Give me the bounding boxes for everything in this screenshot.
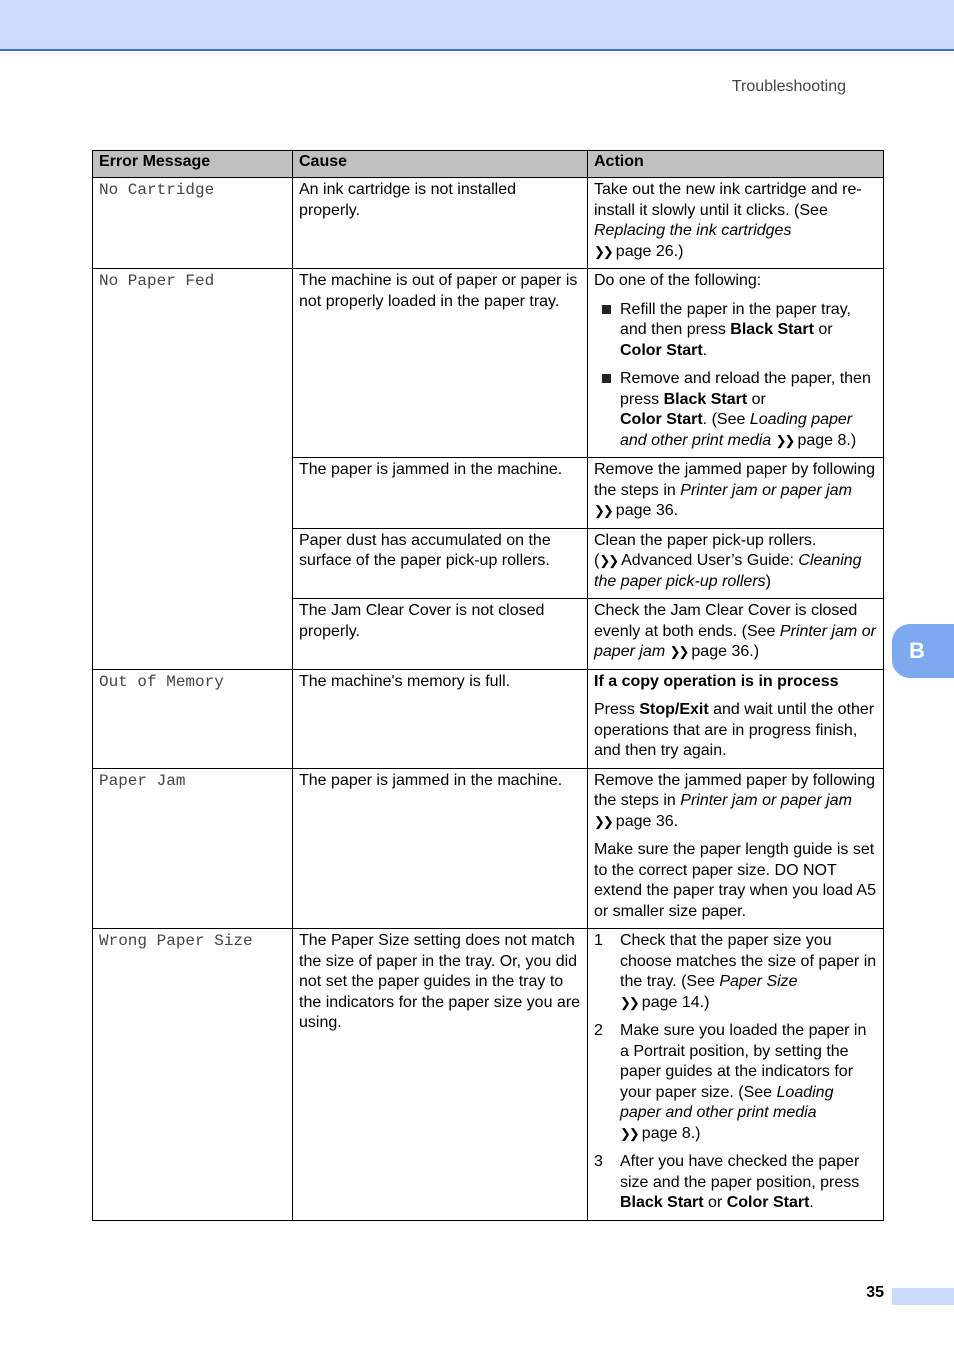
cross-reference-link[interactable]: Loading paper and other print media — [620, 411, 853, 449]
table-row — [93, 768, 884, 929]
page-ref-arrow-icon: ❯❯ — [594, 243, 612, 259]
step-text: Make sure you loaded the paper in a Portrait position, by setting the paper guides at the indicators for your paper size. (See — [620, 1022, 867, 1101]
numbered-step — [594, 1021, 877, 1144]
step-text: Check that the paper size you choose matches the size of paper in the tray. (See — [620, 932, 877, 990]
page-ref-arrow-icon: ❯❯ — [775, 432, 794, 448]
header-action: Action — [588, 151, 884, 178]
action-paragraph: Make sure the paper length guide is set to the correct paper size. DO NOT extend the paper tray when you load A5 or smaller size paper. — [594, 841, 876, 920]
bullet-square-icon — [602, 374, 611, 383]
cross-reference-link[interactable]: Replacing the ink cartridges — [594, 222, 792, 239]
page-ref: page 36. — [615, 812, 679, 830]
table-header-row — [93, 151, 884, 178]
bullet-item — [594, 300, 877, 362]
bullet-text: . — [702, 341, 708, 359]
header-error-message: Error Message — [93, 151, 293, 178]
cause-cell: The paper is jammed in the machine. — [293, 768, 588, 929]
key-name: Color Start — [726, 1194, 810, 1211]
cause-cell: Paper dust has accumulated on the surface of the paper pick-up rollers. — [293, 528, 588, 599]
cross-reference-link[interactable]: Paper Size — [719, 973, 798, 990]
cause-cell: The machine's memory is full. — [293, 669, 588, 768]
cause-cell: The Paper Size setting does not match the size of paper in the tray. Or, you did not set the paper guides in the tray to the indicators for the paper size you are using. — [293, 929, 588, 1221]
page-ref: page 26.) — [615, 242, 684, 260]
error-code: Wrong Paper Size — [93, 929, 293, 1221]
action-text: Press — [594, 701, 640, 718]
error-code: No Paper Fed — [93, 269, 293, 670]
action-cell — [588, 669, 884, 768]
table-row — [93, 178, 884, 269]
bullet-text: Remove and reload the paper, then press — [620, 370, 871, 408]
key-name: Stop/Exit — [639, 701, 709, 718]
table-row — [93, 669, 884, 768]
cross-reference-link[interactable]: Cleaning the paper pick-up rollers — [594, 552, 862, 590]
page-ref-arrow-icon: ❯❯ — [594, 503, 612, 518]
cause-cell: The Jam Clear Cover is not closed properly. — [293, 599, 588, 670]
cross-reference-link[interactable]: Printer jam or paper jam — [594, 622, 876, 660]
key-name: Color Start — [620, 341, 703, 359]
page-number: 35 — [866, 1284, 884, 1301]
page-ref: page 8.) — [641, 1124, 701, 1142]
action-text: Remove the jammed paper by following the steps in — [594, 771, 876, 809]
cause-cell: The machine is out of paper or paper is not properly loaded in the paper tray. — [293, 269, 588, 458]
action-text: Take out the new ink cartridge and re-install it slowly until it clicks. (See — [594, 181, 862, 219]
action-text: Advanced User’s Guide: — [621, 552, 799, 569]
page-ref-arrow-icon: ❯❯ — [669, 644, 688, 659]
key-name: Black Start — [730, 321, 814, 338]
error-code: Paper Jam — [93, 768, 293, 929]
action-text: and wait until the other operations that are in progress finish, and then try again. — [594, 701, 875, 759]
action-paragraph — [594, 700, 877, 762]
bullet-item — [594, 369, 877, 451]
action-text: ( — [594, 552, 600, 569]
error-code: Out of Memory — [93, 669, 293, 768]
page-ref-arrow-icon: ❯❯ — [620, 994, 638, 1010]
key-name: Black Start — [663, 390, 748, 408]
page-ref: page 36. — [615, 502, 679, 519]
error-code: No Cartridge — [93, 178, 293, 269]
step-text: or — [703, 1194, 727, 1211]
cause-cell: An ink cartridge is not installed properly. — [293, 178, 588, 269]
action-intro: Do one of the following: — [594, 272, 762, 289]
bullet-text: . (See — [702, 411, 750, 428]
page-ref: page 8.) — [797, 431, 857, 449]
cause-cell: The paper is jammed in the machine. — [293, 458, 588, 529]
action-heading: If a copy operation is in process — [594, 672, 839, 690]
action-text: Check the Jam Clear Cover is closed evenly at both ends. (See — [594, 602, 858, 640]
page-ref-arrow-icon: ❯❯ — [594, 813, 612, 829]
see-arrow-icon: ❯❯ — [599, 553, 618, 568]
table-row — [93, 929, 884, 1221]
bullet-text: or — [813, 321, 833, 338]
cross-reference-link[interactable]: Loading paper and other print media — [620, 1083, 834, 1121]
action-cell — [588, 599, 884, 670]
step-number: 2 — [594, 1022, 603, 1039]
chapter-tab[interactable]: B — [892, 624, 954, 678]
numbered-step — [594, 1152, 877, 1214]
section-title: Troubleshooting — [731, 78, 846, 95]
table-row — [93, 269, 884, 458]
action-cell — [588, 458, 884, 529]
bullet-text: Refill the paper in the paper tray, and then press — [620, 300, 851, 338]
action-cell — [588, 178, 884, 269]
action-cell — [588, 929, 884, 1221]
error-message-table — [92, 150, 884, 1221]
cross-reference-link[interactable]: Printer jam or paper jam — [680, 792, 852, 809]
key-name: Color Start — [620, 411, 703, 428]
step-text: . — [809, 1194, 814, 1211]
bullet-square-icon — [602, 305, 611, 314]
numbered-step — [594, 931, 877, 1013]
page-ref-arrow-icon: ❯❯ — [620, 1125, 638, 1141]
action-paragraph — [594, 771, 877, 833]
footer-band — [892, 1288, 954, 1305]
page-ref: page 14.) — [641, 993, 710, 1011]
action-cell — [588, 768, 884, 929]
action-cell — [588, 269, 884, 458]
step-number: 1 — [594, 932, 603, 949]
step-number: 3 — [594, 1153, 603, 1170]
key-name: Black Start — [620, 1194, 704, 1211]
step-text: After you have checked the paper size and the paper position, press — [620, 1153, 860, 1191]
page-ref: page 36.) — [691, 643, 760, 660]
action-text: Remove the jammed paper by following the steps in — [594, 461, 876, 499]
header-band — [0, 0, 954, 51]
header-cause: Cause — [293, 151, 588, 178]
cross-reference-link[interactable]: Printer jam or paper jam — [680, 481, 852, 499]
bullet-text: or — [747, 390, 766, 408]
action-text: ) — [765, 572, 771, 590]
action-text: Clean the paper pick-up rollers. — [594, 531, 817, 549]
action-cell — [588, 528, 884, 599]
